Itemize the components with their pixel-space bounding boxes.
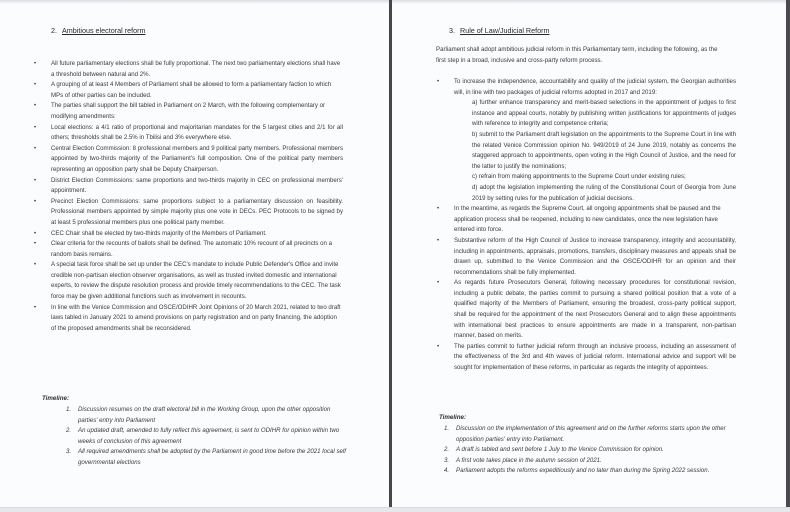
list-item: • Precinct Election Commissions: same proportions subject to a parliamentary discussion on feasibility. Professional members appointed by simple majority plus one vote in DECs. PEC Protocols to be signed by at least 5 professional members plus one political party member.: [34, 197, 343, 226]
list-item: • All future parliamentary elections shall be fully proportional. The next two parliamentary elections shall have a threshold between natural and 2%.: [34, 60, 341, 78]
electoral-reform-list: [34, 59, 343, 334]
judicial-reform-list: [437, 77, 736, 374]
list-item: • A special task force shall be set up under the CEC's mandate to include Public Defender's Office and invite credible non-partisan election observer organisations, as well as trusted invited domestic and international experts, to review the dispute resolution process and provide timely recommendations to the CEC. The task force may be given additional functions such as involvement in recounts.: [34, 261, 341, 301]
list-item: • As regards future Prosecutors General, following necessary procedures for constitutional revision, including a public debate, the parties commit to pursuing a shared political position that a vote of a qualified majority of the Members of Parliament, ensuring the broadest, cross-party political support, shall be required for the appointment of the next Prosecutors General and to align these appointments with international best practices to ensure appointments are made in a transparent, non-partisan manner, based on merits.: [437, 279, 736, 340]
bullet-icon: •: [437, 79, 440, 85]
bullet-icon: •: [34, 230, 37, 237]
timeline-label: Timeline:: [42, 395, 70, 402]
bullet-icon: •: [34, 145, 37, 152]
document-page-right: [392, 0, 786, 507]
bullet-icon: •: [34, 241, 37, 248]
list-item: • A grouping of at least 4 Members of Parliament shall be allowed to form a parliamentary faction to which MPs of other parties can be included.: [34, 81, 332, 99]
section-number: 3.: [449, 26, 455, 35]
sub-item-list: [454, 98, 736, 204]
section-heading-electoral-reform: [51, 26, 146, 35]
section-number: 2.: [51, 26, 57, 35]
section-title: Ambitious electoral reform: [62, 26, 146, 35]
bullet-icon: •: [437, 343, 440, 350]
bullet-icon: •: [34, 61, 37, 67]
bullet-icon: •: [34, 124, 37, 131]
intro-paragraph: Parliament shall adopt ambitious judicial reform in this Parliamentary term, including the following, as the first step in a broad, inclusive and cross-party reform process.: [436, 46, 718, 64]
timeline-item: 1. Discussion resumes on the draft electoral bill in the Working Group, upon the other opposition parties' entry into Parliament: [66, 406, 331, 424]
timeline-item: 1. Discussion on the implementation of this agreement and on the further reforms starts upon the other opposition parties' entry into Parliament.: [444, 425, 726, 443]
sub-item: d) adopt the legislation implementing the ruling of the Constitutional Court of Georgia from June 2019 by setting rules for the publication of judicial decisions.: [472, 183, 736, 202]
section-title: Rule of Law/Judicial Reform: [460, 26, 550, 35]
list-item: • Substantive reform of the High Council of Justice to increase transparency, integrity and accountability, including in appointments, appraisals, promotions, transfers, disciplinary measures and appeals shall be drawn up, submitted to the Venice Commission and the OSCE/ODIHR for an opinion and their recommendations shall be fully implemented.: [437, 236, 736, 276]
timeline-item: 3. All required amendments shall be adopted by the Parliament in good time before the 2021 local self governmental elections: [66, 448, 346, 466]
bullet-icon: •: [34, 177, 37, 184]
list-item: • District Election Commissions: same proportions and two-thirds majority in CEC on professional members' appointment.: [34, 176, 343, 195]
sub-item: a) further enhance transparency and merit-based selections in the appointment of judges to first instance and appeal courts, notably by publishing written justifications for appointments of judges with reference to integrity and competence criteria;: [472, 99, 736, 128]
bullet-icon: •: [34, 198, 37, 205]
list-item: • In the meantime, as regards the Supreme Court, all ongoing appointments shall be paused and the application process shall be reopened, including to new candidates, once the new legislation have entered into force.: [437, 205, 721, 234]
sub-item: c) refrain from making appointments to the Supreme Court under existing rules;: [472, 173, 686, 181]
section-heading-judicial-reform: [449, 26, 549, 35]
timeline-item: 4. Parliament adopts the reforms expeditiously and no later than during the Spring 2022 session.: [444, 467, 710, 475]
document-page-left: [0, 0, 389, 507]
list-item: • In line with the Venice Commission and OSCE/ODIHR Joint Opinions of 20 March 2021, related to two draft laws tabled in January 2021 to amend provisions on party registration and on party financing, the adoption of the proposed amendments shall be reconsidered.: [34, 303, 341, 332]
list-item: • Clear criteria for the recounts of ballots shall be defined. The automatic 10% recount of all precincts on a random basis remains.: [34, 240, 333, 258]
list-item: • The parties shall support the bill tabled in Parliament on 2 March, with the following complementary or modifying amendments:: [34, 102, 326, 120]
list-item: • CEC Chair shall be elected by two-thirds majority of the Members of Parliament.: [51, 229, 343, 240]
timeline-list: [66, 405, 348, 469]
list-item: • Central Election Commission: 8 professional members and 9 political party members. Professional members appointed by two-thirds majority of the Parliament's full composition. One of the political party members representing an opposition party shall be Deputy Chairperson.: [34, 144, 343, 173]
list-item: • To increase the independence, accountability and quality of the judicial system, the Georgian authorities will, in line with two packages of judicial reforms adopted in 2017 and 2019: a) further enhance transparency and merit-based selections in the appointment of judges to first instance and appeal courts, notably by publishing written justifications for appointments of judges with reference to integrity and competence criteria; b) submit to the Parliament draft legislation on the appointments to the Supreme Court in line with the related Venice Commission opinion No. 949/2019 of 24 June 2019, notably as concerns the staggered approach to appointments, open voting in the High Council of Justice, and the need for the latter to justify the nominations; c) refrain from making appointments to the Supreme Court under existing rules; d) adopt the legislation implementing the ruling of the Constitutional Court of Georgia from June 2019 by setting rules for the publication of judicial decisions.: [454, 77, 736, 204]
list-item: • Local elections: a 4/1 ratio of proportional and majoritarian mandates for the 5 largest cities and 2/1 for all others; thresholds shall be 2.5% in Tbilisi and 3% everywhere else.: [34, 123, 343, 142]
bullet-icon: •: [34, 82, 37, 89]
bullet-icon: •: [34, 304, 37, 311]
bullet-icon: •: [437, 237, 440, 244]
timeline-list: [444, 424, 738, 477]
timeline-item: 2. An updated draft, amended to fully reflect this agreement, is sent to ODIHR for opinion within two weeks of conclusion of this agreement: [66, 427, 340, 445]
list-item: • The parties commit to further judicial reform through an inclusive process, including an assessment of the effectiveness of the 3rd and 4th waves of judicial reform. International advice and support will be sought for implementation of these reforms, in particular as regards the integrity of appointees.: [437, 342, 736, 372]
bullet-icon: •: [34, 103, 37, 110]
bottom-edge: [0, 507, 790, 512]
bullet-icon: •: [437, 206, 440, 213]
bullet-icon: •: [34, 262, 37, 269]
timeline-item: 3. A first vote takes place in the autumn session of 2021.: [444, 456, 602, 464]
right-edge-border: [786, 0, 790, 512]
sub-item: b) submit to the Parliament draft legislation on the appointments to the Supreme Court in line with the related Venice Commission opinion No. 949/2019 of 24 June 2019, notably as concerns the staggered approach to appointments, open voting in the High Council of Justice, and the need for the latter to justify the nominations;: [472, 130, 736, 170]
timeline-label: Timeline:: [439, 414, 467, 421]
bullet-icon: •: [437, 280, 440, 287]
timeline-item: 2. A draft is tabled and sent before 1 July to the Venice Commission for opinion.: [444, 446, 664, 454]
